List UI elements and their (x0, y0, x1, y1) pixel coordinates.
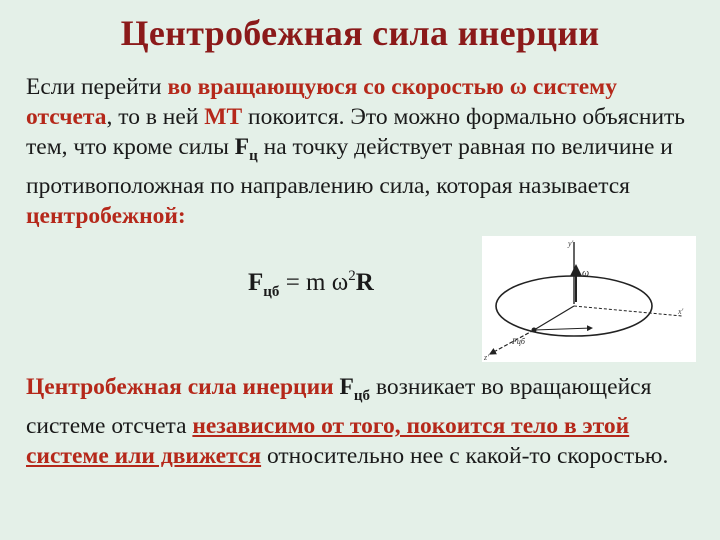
text: возникает во вращающейся системе отсчета (26, 374, 652, 439)
velocity-arrow (534, 328, 592, 330)
centrifugal-formula (248, 268, 374, 301)
highlight-rotating: во вращающуюся со скоростью ω (167, 74, 527, 100)
formula-f: F (248, 269, 264, 296)
x-prime-label: x' (678, 307, 684, 316)
text: Если перейти (26, 74, 168, 100)
z-prime-label: z' (484, 353, 489, 362)
text: относительно нее с какой-то скоростью. (261, 443, 669, 469)
formula-rest: = m ω (279, 269, 349, 296)
force-subscript: ц (249, 148, 258, 164)
slide-title: Центробежная сила инерции (120, 13, 600, 53)
force-symbol: F (339, 374, 354, 400)
highlight-mt: МТ (204, 104, 243, 130)
force-subscript: цб (353, 388, 371, 404)
text: на точку действует равная по величине и противоположная по направлению сила, которая называется (26, 134, 673, 199)
text: покоится. Это можно формально объяснить тем, что кроме силы (26, 104, 686, 160)
omega-label: ω (582, 268, 590, 279)
highlight-reference-frame: систему отсчета (26, 74, 617, 130)
formula-f-sub: цб (263, 284, 280, 300)
highlight-independent: независимо от того, покоится тело в этой системе или движется (26, 413, 630, 469)
explanation-paragraph (26, 372, 696, 471)
radius-line (534, 306, 574, 330)
formula-power: 2 (348, 268, 356, 284)
rotating-frame-illustration (482, 236, 696, 362)
highlight-title-term: Центробежная сила инерции (26, 374, 334, 400)
intro-paragraph (26, 72, 696, 231)
x-axis (574, 306, 682, 316)
text: , то в ней (106, 104, 205, 130)
rotation-diagram (482, 236, 696, 362)
y-prime-label: y' (568, 239, 574, 248)
highlight-centrifugal: центробежной: (26, 203, 186, 229)
fcb-label: Fцб (512, 337, 525, 346)
force-symbol: F (234, 134, 250, 160)
formula-r: R (355, 269, 374, 296)
